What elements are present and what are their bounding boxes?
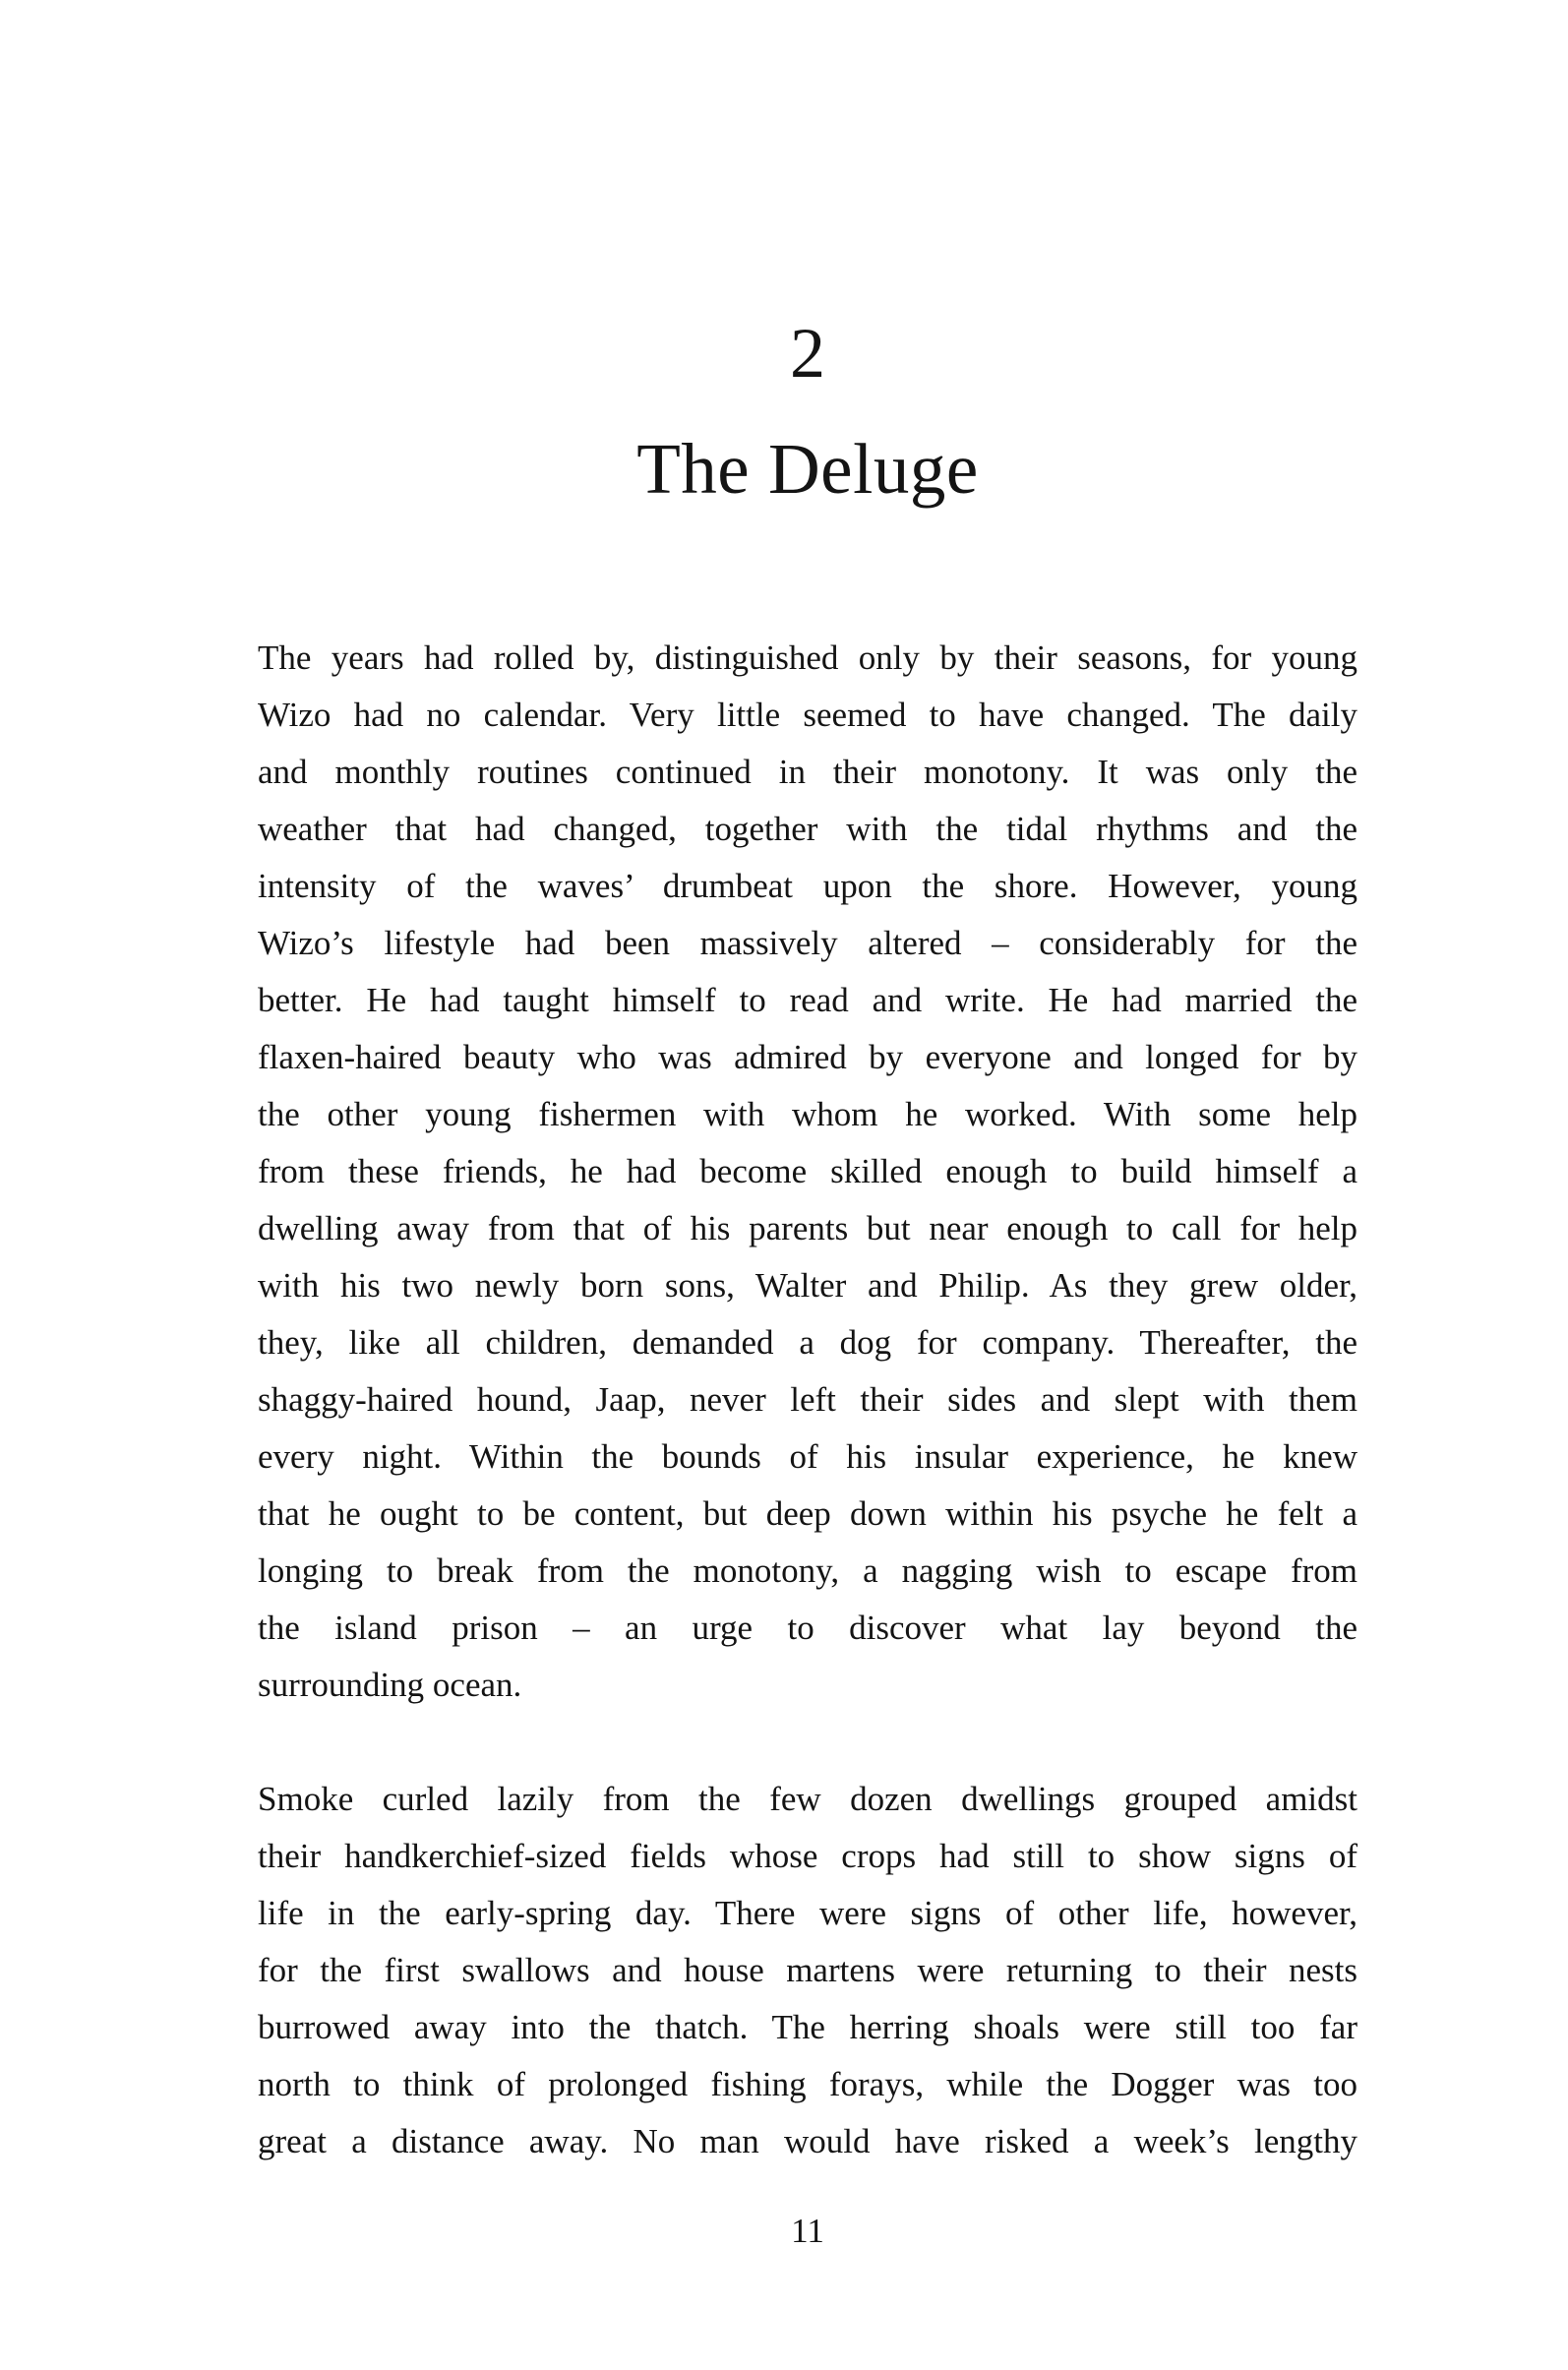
text-line: great a distance away. No man would have risked a week’s lengthy	[258, 2122, 1357, 2160]
text-line: every night. Within the bounds of his insular experience, he knew	[258, 1437, 1357, 1476]
text-line: intensity of the waves’ drumbeat upon the shore. However, young	[258, 867, 1357, 905]
text-line: that he ought to be content, but deep down within his psyche he felt a	[258, 1494, 1357, 1533]
body-text	[258, 630, 1357, 2170]
text-line: The years had rolled by, distinguished only by their seasons, for young	[258, 638, 1357, 677]
text-line: burrowed away into the thatch. The herring shoals were still too far	[258, 2008, 1357, 2046]
paragraph	[258, 1771, 1357, 2170]
chapter-title: The Deluge	[636, 429, 979, 509]
text-line: shaggy-haired hound, Jaap, never left their sides and slept with them	[258, 1380, 1357, 1419]
text-line: the other young fishermen with whom he worked. With some help	[258, 1095, 1357, 1133]
text-line: Smoke curled lazily from the few dozen dwellings grouped amidst	[258, 1780, 1357, 1818]
text-line: dwelling away from that of his parents but near enough to call for help	[258, 1209, 1357, 1247]
text-line: for the first swallows and house martens were returning to their nests	[258, 1951, 1357, 1989]
page-number: 11	[791, 2212, 824, 2250]
text-line: the island prison – an urge to discover what lay beyond the	[258, 1609, 1357, 1647]
text-line: life in the early-spring day. There were signs of other life, however,	[258, 1894, 1357, 1932]
text-line: Wizo’s lifestyle had been massively altered – considerably for the	[258, 924, 1357, 962]
text-line: and monthly routines continued in their monotony. It was only the	[258, 753, 1357, 791]
text-line: Wizo had no calendar. Very little seemed to have changed. The daily	[258, 696, 1357, 734]
text-line: flaxen-haired beauty who was admired by everyone and longed for by	[258, 1038, 1357, 1076]
text-line: their handkerchief-sized fields whose crops had still to show signs of	[258, 1837, 1357, 1875]
text-line: surrounding ocean.	[258, 1666, 522, 1704]
text-line: better. He had taught himself to read and write. He had married the	[258, 981, 1357, 1019]
text-line: with his two newly born sons, Walter and Philip. As they grew older,	[258, 1266, 1357, 1305]
text-line: they, like all children, demanded a dog for company. Thereafter, the	[258, 1323, 1357, 1362]
text-line: from these friends, he had become skilled enough to build himself a	[258, 1152, 1357, 1190]
text-line: north to think of prolonged fishing forays, while the Dogger was too	[258, 2065, 1357, 2103]
paragraph	[258, 630, 1357, 1714]
text-line: weather that had changed, together with the tidal rhythms and the	[258, 810, 1357, 848]
text-line: longing to break from the monotony, a nagging wish to escape from	[258, 1551, 1357, 1590]
chapter-number: 2	[790, 314, 825, 393]
